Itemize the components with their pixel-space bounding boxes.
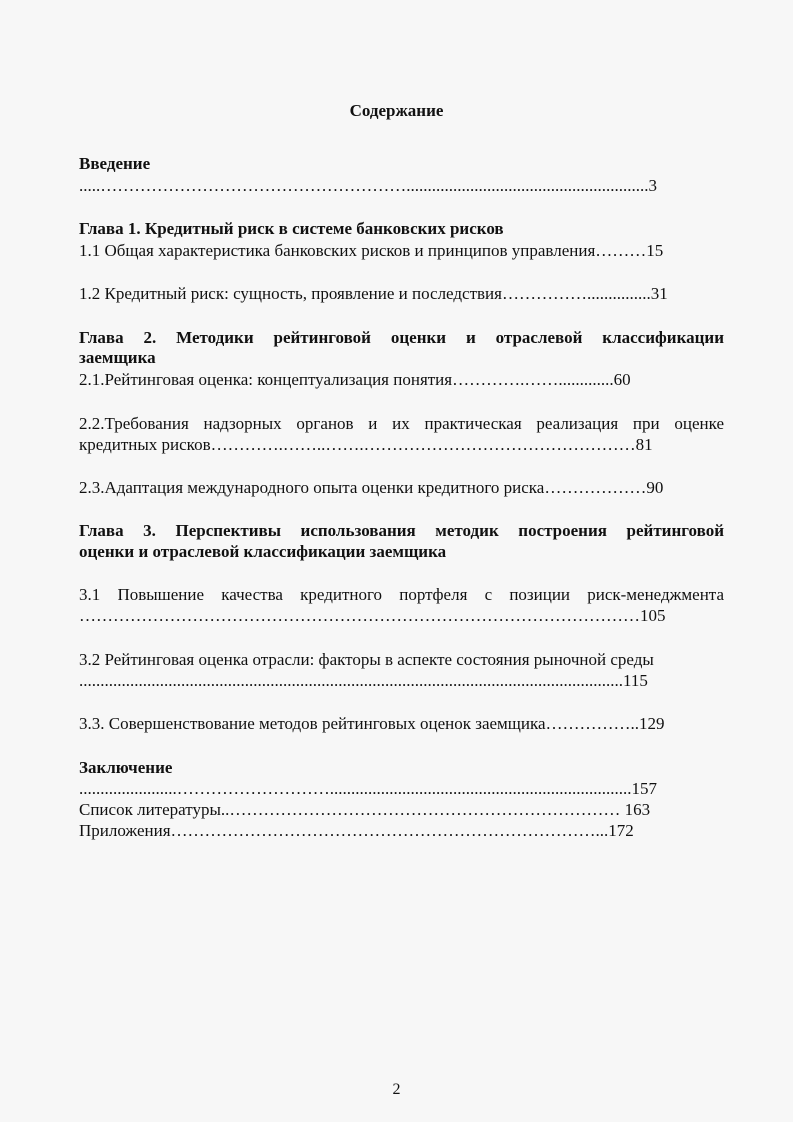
conclusion-heading: Заключение: [79, 758, 173, 777]
toc-entry-3-1-cont: ………………………………………………………………………………………105: [79, 606, 666, 625]
chapter-2-heading: Глава 2. Методики рейтинговой оценки и отраслевой классификации: [79, 328, 724, 347]
toc-entry-references: Список литературы..…………………………………………………………… 163: [79, 800, 651, 819]
toc-entry-2-1: 2.1.Рейтинговая оценка: концептуализация понятия………….…….............60: [79, 370, 631, 389]
page-number: 2: [392, 1081, 401, 1098]
toc-entry-3-2: 3.2 Рейтинговая оценка отрасли: факторы в аспекте состояния рыночной среды: [79, 650, 654, 669]
toc-entry-3-2-cont: ................................................................................................................................115: [79, 671, 648, 690]
intro-heading: Введение: [79, 154, 151, 173]
toc-entry-1-1: 1.1 Общая характеристика банковских рисков и принципов управления………15: [79, 241, 664, 260]
toc-entry-2-3: 2.3.Адаптация международного опыта оценки кредитного риска………………90: [79, 478, 664, 497]
chapter-3-heading-cont: оценки и отраслевой классификации заемщика: [79, 542, 447, 561]
toc-entry-3-1: 3.1 Повышение качества кредитного портфеля с позиции риск-менеджмента: [79, 585, 724, 604]
chapter-2-heading-cont: заемщика: [79, 348, 156, 367]
toc-entry-1-2: 1.2 Кредитный риск: сущность, проявление и последствия……………...............31: [79, 284, 668, 303]
chapter-3-heading: Глава 3. Перспективы использования методик построения рейтинговой: [79, 521, 724, 540]
conclusion-leader-line: .......................……………………….......................................................................157: [79, 779, 657, 798]
toc-entry-2-2-cont: кредитных рисков………….……..…….…………………………………………81: [79, 435, 653, 454]
toc-entry-2-2: 2.2.Требования надзорных органов и их практическая реализация при оценке: [79, 414, 724, 433]
chapter-1-heading: Глава 1. Кредитный риск в системе банковских рисков: [79, 219, 504, 238]
intro-leader-line: .....……………………………………………….........................................................3: [79, 176, 657, 195]
toc-entry-appendices: Приложения…………………………………………………………………...172: [79, 821, 634, 840]
toc-entry-3-3: 3.3. Совершенствование методов рейтинговых оценок заемщика……………..129: [79, 714, 665, 733]
page-title: Содержание: [349, 101, 444, 120]
